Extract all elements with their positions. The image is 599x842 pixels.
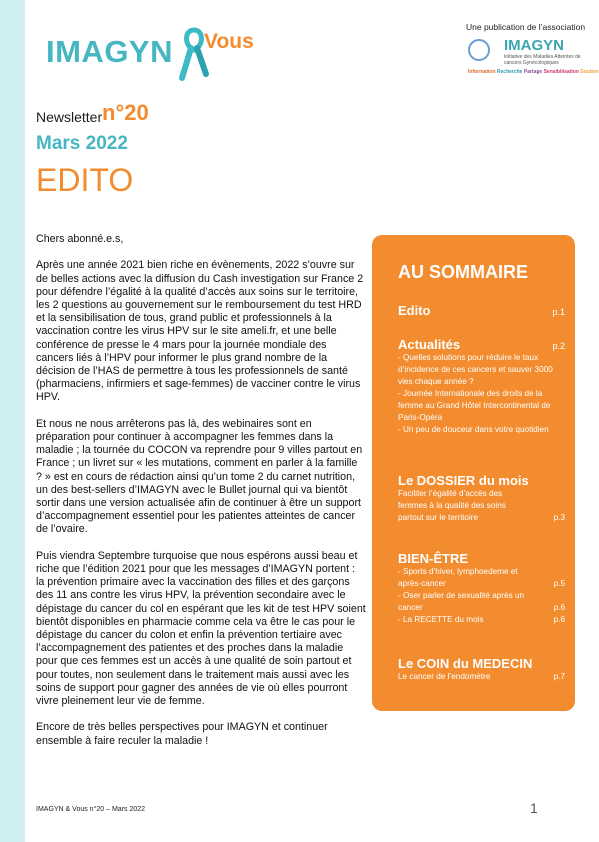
footer-text: IMAGYN & Vous n°20 – Mars 2022 (36, 806, 146, 813)
association-emblem-icon (468, 39, 490, 61)
bienetre-item-1-text: - Sports d’hiver, lymphoedeme et après-cancer (398, 567, 518, 588)
association-tags (468, 69, 599, 75)
edito-body (36, 233, 366, 761)
bienetre-page-1: p.5 (553, 579, 565, 588)
bienetre-item-2 (398, 590, 565, 614)
sommaire-medecin[interactable] (398, 656, 565, 683)
sommaire-title: AU SOMMAIRE (398, 262, 528, 282)
medecin-item-text: Le cancer de l’endomètre (398, 672, 491, 681)
bienetre-item-3 (398, 614, 565, 626)
sommaire-actualites[interactable] (398, 337, 565, 436)
medecin-page: p.7 (553, 672, 565, 681)
actualites-item-2: - Journée Internationale des droits de la femme au Grand Hôtel Intercontinental de Paris-Opéra (398, 389, 551, 422)
page-number: 1 (530, 800, 538, 816)
bienetre-page-3: p.6 (553, 615, 565, 624)
imagyn-vous-logo (46, 26, 276, 90)
sommaire-bienetre[interactable] (398, 551, 565, 626)
paragraph-1: Après une année 2021 bien riche en évènements, 2022 s’ouvre sur de belles actions avec la diffusion du Cash investigation sur France 2 pour défendre l’égalité à la qualité d’accès aux soins sur le territoire, les 2 questions au gouvernement sur le remboursement du test HRD et la sensibilisation de tous, grand public et professionnels à la vaccination contre les virus HPV sur le site ameli.fr, et une belle conférence de presse le 4 mars pour la journée mondiale des cancers liés à l’HPV pour informer le plus grand nombre de la décision de l’HAS de permettre à tous les professionnels de santé (pharmaciens, infirmiers et sage-femmes) de vacciner contre le virus HPV. (36, 259, 364, 404)
dossier-label: Le DOSSIER du mois (398, 473, 529, 488)
bienetre-item-2-text: - Oser parler de sexualité après un cancer (398, 591, 525, 612)
bienetre-page-2: p.6 (553, 603, 565, 612)
edito-title: EDITO (36, 162, 134, 198)
newsletter-label: Newsletter (36, 109, 103, 125)
tag-soutien: Soutien (580, 69, 599, 75)
tag-partage: Partage (523, 69, 543, 75)
sommaire-actualites-label: Actualités (398, 337, 461, 352)
bienetre-label: BIEN-ÊTRE (398, 551, 469, 566)
tag-information: Information (468, 69, 496, 75)
tag-sensibilisation: Sensibilisation (543, 69, 579, 75)
sommaire-actualites-page: p.2 (552, 341, 565, 351)
paragraph-2: Et nous ne nous arrêterons pas là, des webinaires sont en préparation pour continuer à accompagner les femmes dans la maladie ; la tournée du COCON va reprendre pour 9 villes partout en France ; un livret sur « les mutations, comment en parler à la famille ? » est en cours de rédaction ainsi qu’un tome 2 du carnet nutrition, un des best-sellers d’IMAGYN avec le Bullet journal qui va bientôt sortir dans une version actualisée afin de continuer à être un support d’accompagnement essentiel pour les patientes atteintes de cancer de l’ovaire. (36, 417, 363, 536)
association-subtitle: Initiative des Maladies Atteintes de cancers Gynécologiques (504, 54, 581, 66)
dossier-item (398, 488, 565, 524)
dossier-page: p.3 (553, 513, 565, 522)
tag-recherche: Recherche (496, 69, 523, 75)
logo-wordmark: IMAGYN (46, 34, 173, 69)
paragraph-3: Puis viendra Septembre turquoise que nous espérons aussi beau et riche que l’édition 2021 pour que les messages d’IMAGYN portent : la prévention primaire avec la vaccination des filles et des garçons des 11 ans contre les virus HPV, la prévention secondaire avec le dépistage du cancer du col en espérant que les kit de test HPV soient bientôt disponibles en pharmacie comme cela va être le cas pour le dépistage du cancer du colon et enfin la prévention tertiaire avec l’accompagnement des patientes et des proches dans la maladie pour que ces femmes est un accès à une qualité de soin partout et pour toutes, non seulement dans le traitement mais aussi avec les soins de support pour gagner des années de vie où elles pourront vivre pleinement leur vie de femme. (36, 549, 366, 708)
sommaire-dossier[interactable] (398, 473, 565, 524)
bienetre-item-3-text: - La RECETTE du mois (398, 615, 484, 624)
left-decorative-band (0, 0, 25, 842)
paragraph-4: Encore de très belles perspectives pour IMAGYN et continuer ensemble à faire reculer la maladie ! (36, 721, 328, 747)
dossier-item-text: Faciliter l’égalité d’accès des femmes à la qualité des soins partout sur le territoire (398, 489, 506, 522)
greeting: Chers abonné.e.s, (36, 233, 124, 245)
sommaire-box (372, 235, 575, 711)
medecin-label: Le COIN du MEDECIN (398, 656, 533, 671)
actualites-item-1: - Quelles solutions pour réduire le taux d’incidence de ces cancers et sauver 3000 vies chaque année ? (398, 353, 553, 386)
sommaire-edito[interactable] (398, 303, 565, 318)
association-logo (468, 36, 599, 82)
newsletter-number: n°20 (102, 100, 149, 125)
bienetre-item-1 (398, 566, 565, 590)
newsletter-date: Mars 2022 (36, 133, 128, 154)
sommaire-edito-page: p.1 (552, 307, 565, 317)
logo-vous-text: Vous (204, 30, 254, 53)
sommaire-edito-label: Edito (398, 303, 431, 318)
actualites-item-3: - Un peu de douceur dans votre quotidien (398, 425, 549, 434)
medecin-item (398, 671, 565, 683)
association-caption: Une publication de l’association (466, 22, 586, 32)
association-name: IMAGYN (504, 37, 564, 54)
